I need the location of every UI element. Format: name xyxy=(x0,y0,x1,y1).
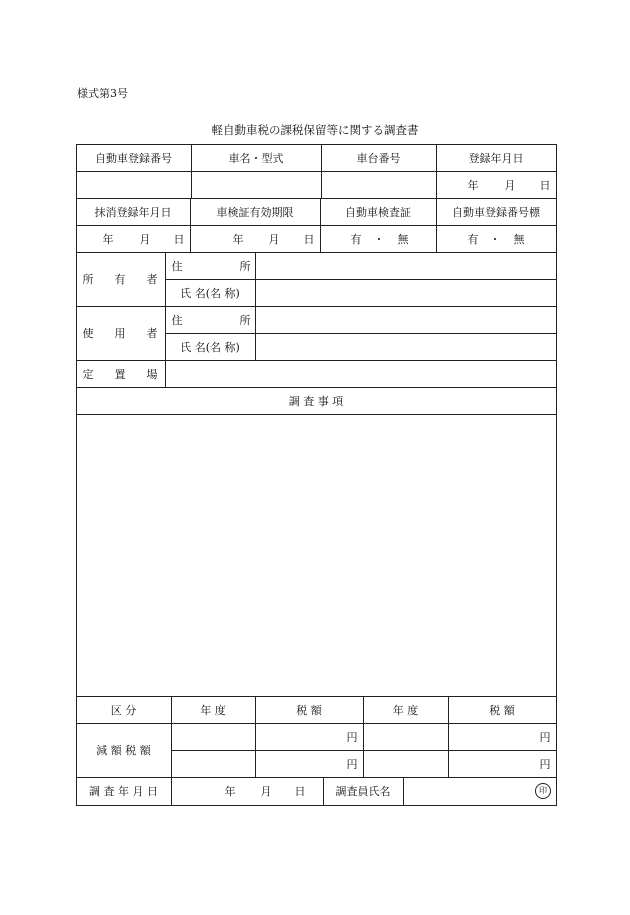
day-label: 日 xyxy=(303,232,315,246)
registration-plate-header: 自動車登録番号標 xyxy=(452,205,540,219)
owner-address-label: 住 xyxy=(171,259,183,273)
table-border-right xyxy=(556,144,557,805)
user-label-char: 用 xyxy=(114,327,126,340)
storage-label-char: 定 xyxy=(82,367,94,381)
investigation-items-header: 調 査 事 項 xyxy=(288,394,344,408)
tax-amount-header: 税 額 xyxy=(296,703,322,717)
user-address-label: 住 xyxy=(171,313,183,327)
day-label: 日 xyxy=(294,785,306,798)
yen-unit: 円 xyxy=(346,730,358,744)
registration-number-header: 自動車登録番号 xyxy=(95,151,172,165)
storage-label-char: 場 xyxy=(146,367,158,381)
yen-unit: 円 xyxy=(539,757,551,771)
fiscal-year-header: 年 度 xyxy=(392,703,419,717)
reduction-tax-label: 減 額 税 額 xyxy=(96,744,151,757)
investigator-name-label: 調査員氏名 xyxy=(335,785,391,798)
owner-label-char: 有 xyxy=(114,273,126,286)
present-option: 有 xyxy=(350,232,362,246)
owner-label-char: 者 xyxy=(146,273,158,286)
storage-label-char: 置 xyxy=(114,367,126,381)
owner-name-label: 氏 名(名 称) xyxy=(180,286,240,300)
day-label: 日 xyxy=(173,232,185,246)
month-label: 月 xyxy=(268,232,280,246)
month-label: 月 xyxy=(139,232,151,246)
user-name-label: 氏 名(名 称) xyxy=(180,340,240,354)
inspection-expiry-header: 車検証有効期限 xyxy=(216,205,294,219)
investigation-date-label: 調 査 年 月 日 xyxy=(89,785,158,798)
row-divider xyxy=(76,414,557,415)
owner-address-label: 所 xyxy=(239,259,251,273)
registration-date-header: 登録年月日 xyxy=(468,151,524,165)
day-label: 日 xyxy=(539,178,551,192)
owner-label-char: 所 xyxy=(82,273,94,286)
category-header: 区 分 xyxy=(110,703,137,717)
document-title: 軽自動車税の課税保留等に関する調査書 xyxy=(211,123,419,137)
chassis-number-header: 車台番号 xyxy=(356,151,401,165)
fiscal-year-header: 年 度 xyxy=(200,703,226,717)
inspection-certificate-header: 自動車検査証 xyxy=(345,205,411,219)
col-divider xyxy=(165,252,166,387)
tax-amount-header: 税 額 xyxy=(489,703,515,717)
table-border-bottom xyxy=(76,805,557,806)
separator-dot: ・ xyxy=(373,232,385,246)
year-label: 年 xyxy=(232,232,244,246)
year-label: 年 xyxy=(467,178,479,192)
seal-mark: 印 xyxy=(535,783,551,799)
user-label-char: 者 xyxy=(146,327,158,340)
user-address-label: 所 xyxy=(239,313,251,327)
row-divider xyxy=(171,750,557,751)
year-label: 年 xyxy=(102,232,114,246)
month-label: 月 xyxy=(260,785,272,798)
present-option: 有 xyxy=(467,232,479,246)
absent-option: 無 xyxy=(397,232,409,246)
vehicle-name-model-header: 車名・型式 xyxy=(228,151,284,165)
form-number: 様式第3号 xyxy=(77,87,128,100)
user-label-char: 使 xyxy=(82,327,94,340)
yen-unit: 円 xyxy=(539,730,551,744)
year-label: 年 xyxy=(224,785,236,798)
yen-unit: 円 xyxy=(346,757,358,771)
absent-option: 無 xyxy=(513,232,525,246)
row-divider xyxy=(76,171,557,172)
col-divider xyxy=(403,777,404,805)
col-divider xyxy=(255,252,256,360)
month-label: 月 xyxy=(504,178,516,192)
cancellation-date-header: 抹消登録年月日 xyxy=(94,205,172,219)
separator-dot: ・ xyxy=(489,232,501,246)
